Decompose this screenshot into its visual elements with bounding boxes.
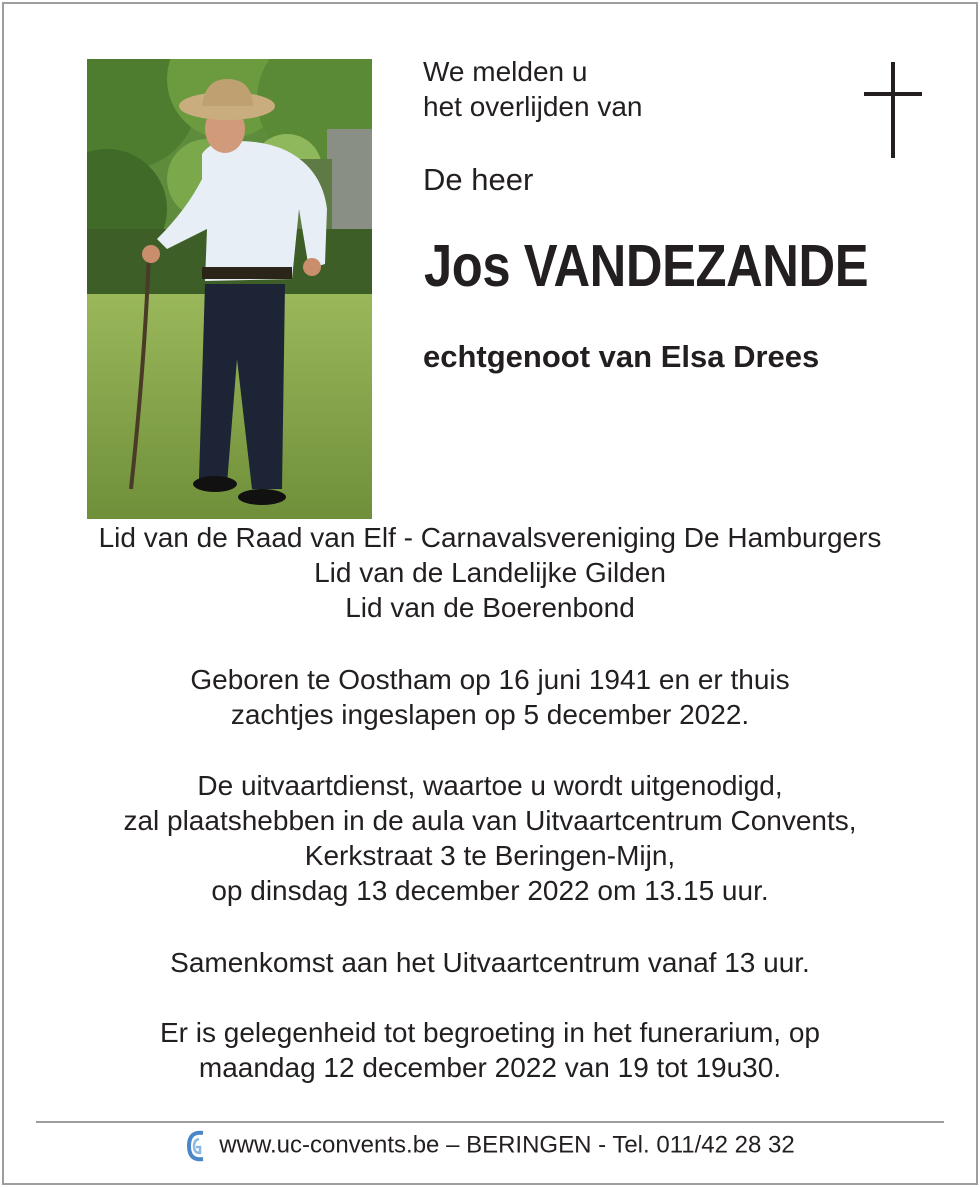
- text-line: op dinsdag 13 december 2022 om 13.15 uur.: [211, 875, 769, 906]
- text-line: Geboren te Oostham op 16 juni 1941 en er thuis: [190, 664, 790, 695]
- visitation-info: [0, 1015, 980, 1085]
- cross-icon: [864, 62, 922, 158]
- spouse-line: echtgenoot van Elsa Drees: [423, 339, 820, 374]
- intro-line: We melden u: [423, 56, 588, 87]
- deceased-name: Jos VANDEZANDE: [424, 233, 869, 299]
- footer-divider: [36, 1121, 944, 1123]
- intro-line: het overlijden van: [423, 91, 643, 122]
- portrait-photo: [87, 59, 372, 519]
- membership-line: Lid van de Landelijke Gilden: [314, 557, 666, 588]
- memberships: [0, 520, 980, 625]
- convents-logo-icon: [185, 1127, 209, 1165]
- footer-contact[interactable]: www.uc-convents.be – BERINGEN - Tel. 011/42 28 32: [219, 1131, 795, 1159]
- text-line: maandag 12 december 2022 van 19 tot 19u30.: [198, 1052, 782, 1083]
- text-line: Er is gelegenheid tot begroeting in het funerarium, op: [160, 1017, 820, 1048]
- membership-line: Lid van de Raad van Elf - Carnavalsvereniging De Hamburgers: [98, 522, 882, 553]
- honorific: De heer: [423, 162, 534, 197]
- text-line: Samenkomst aan het Uitvaartcentrum vanaf 13 uur.: [170, 947, 810, 978]
- birth-death-info: [0, 662, 980, 732]
- footer: [0, 1125, 980, 1165]
- intro-text: [423, 54, 642, 124]
- text-line: Kerkstraat 3 te Beringen-Mijn,: [304, 840, 676, 871]
- text-line: zal plaatshebben in de aula van Uitvaartcentrum Convents,: [123, 805, 857, 836]
- gathering-info: [0, 945, 980, 980]
- membership-line: Lid van de Boerenbond: [345, 592, 635, 623]
- text-line: zachtjes ingeslapen op 5 december 2022.: [230, 699, 750, 730]
- text-line: De uitvaartdienst, waartoe u wordt uitgenodigd,: [197, 770, 783, 801]
- funeral-info: [0, 768, 980, 908]
